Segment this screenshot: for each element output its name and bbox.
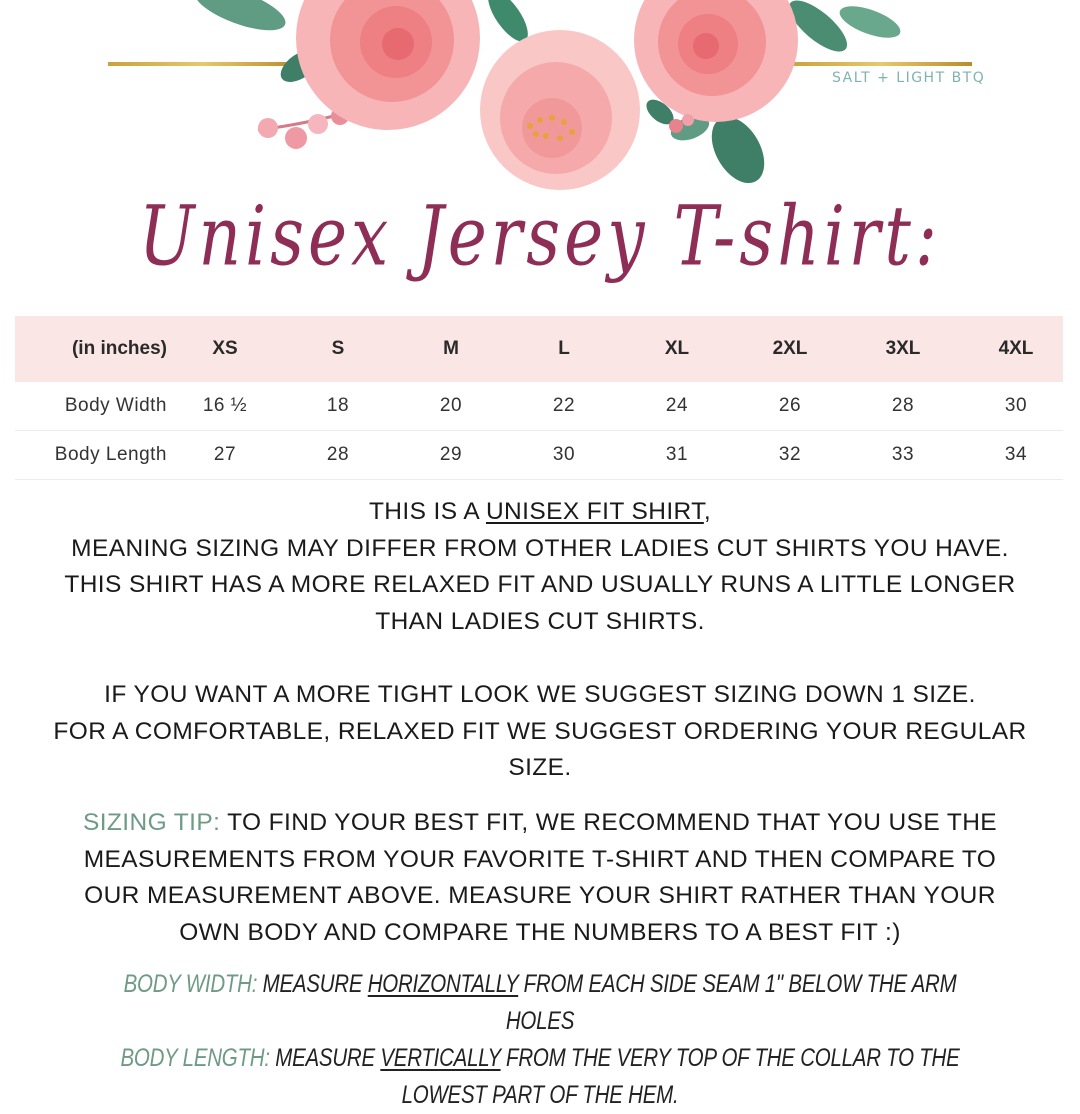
table-cell: 24 bbox=[665, 395, 689, 416]
table-cell: 30 bbox=[552, 444, 576, 465]
table-cell: 20 bbox=[439, 395, 463, 416]
size-header-xs: XS bbox=[212, 338, 238, 359]
sizing-tip bbox=[0, 805, 1080, 951]
suggestion-line-1: IF YOU WANT A MORE TIGHT LOOK WE SUGGEST SIZING DOWN 1 SIZE. bbox=[104, 681, 976, 708]
brand-wordmark: SALT + LIGHT BTQ bbox=[832, 70, 986, 86]
sizing-suggestion bbox=[0, 677, 1080, 787]
body-length-note bbox=[97, 1040, 983, 1114]
size-header-m: M bbox=[443, 338, 459, 359]
text: , bbox=[703, 498, 712, 525]
row-label-body-width: Body Width bbox=[64, 395, 167, 416]
text: FROM EACH SIDE SEAM 1" BELOW THE ARM HOLES bbox=[505, 970, 957, 1035]
table-cell: 32 bbox=[778, 444, 802, 465]
table-cell: 29 bbox=[439, 444, 463, 465]
suggestion-line-2: FOR A COMFORTABLE, RELAXED FIT WE SUGGEST ORDERING YOUR REGULAR bbox=[53, 717, 1027, 745]
text: FROM THE VERY TOP OF THE COLLAR TO THE LOWEST PART OF THE HEM. bbox=[401, 1044, 960, 1109]
horizontally-emphasis: HORIZONTALLY bbox=[367, 970, 519, 998]
unisex-fit-emphasis: UNISEX FIT SHIRT bbox=[485, 498, 704, 525]
table-cell: 30 bbox=[1004, 395, 1028, 416]
size-header-l: L bbox=[558, 338, 570, 359]
table-cell: 18 bbox=[326, 395, 350, 416]
size-header-2xl: 2XL bbox=[772, 338, 808, 359]
table-row bbox=[15, 382, 1063, 431]
table-cell: 34 bbox=[1004, 444, 1028, 465]
tip-line-2: MEASUREMENTS FROM YOUR FAVORITE T-SHIRT AND THEN COMPARE TO bbox=[83, 845, 997, 873]
tip-line-3: OUR MEASUREMENT ABOVE. MEASURE YOUR SHIRT RATHER THAN YOUR bbox=[84, 882, 996, 909]
text: THIS IS A bbox=[368, 498, 486, 525]
fit-line-2: MEANING SIZING MAY DIFFER FROM OTHER LADIES CUT SHIRTS YOU HAVE. bbox=[71, 534, 1009, 562]
tip-line-1 bbox=[0, 805, 1080, 842]
size-header-s: S bbox=[331, 338, 345, 359]
size-chart-table bbox=[15, 316, 1063, 480]
table-row bbox=[15, 431, 1063, 480]
text: MEASURE bbox=[257, 970, 368, 998]
fit-line-1 bbox=[0, 494, 1080, 531]
sizing-tip-label: SIZING TIP: bbox=[82, 809, 221, 836]
tip-line-4: OWN BODY AND COMPARE THE NUMBERS TO A BEST FIT :) bbox=[179, 918, 901, 946]
table-cell: 26 bbox=[778, 395, 802, 416]
table-cell: 33 bbox=[891, 444, 915, 465]
body-length-label: BODY LENGTH: bbox=[120, 1044, 270, 1072]
measurement-notes bbox=[97, 966, 983, 1114]
text: TO FIND YOUR BEST FIT, WE RECOMMEND THAT YOU USE THE bbox=[220, 809, 998, 836]
rose-bouquet-illustration bbox=[0, 0, 1080, 200]
page-title: Unisex Jersey T-shirt: bbox=[138, 188, 942, 285]
table-cell: 28 bbox=[891, 395, 915, 416]
suggestion-line-3: SIZE. bbox=[508, 754, 572, 781]
table-cell: 31 bbox=[665, 444, 689, 465]
floral-header bbox=[0, 0, 1080, 200]
size-header-4xl: 4XL bbox=[998, 338, 1034, 359]
fit-line-3: THIS SHIRT HAS A MORE RELAXED FIT AND USUALLY RUNS A LITTLE LONGER bbox=[64, 571, 1016, 598]
table-cell: 16 ½ bbox=[202, 395, 248, 416]
table-cell: 27 bbox=[213, 444, 237, 465]
fit-description bbox=[0, 494, 1080, 640]
table-cell: 28 bbox=[326, 444, 350, 465]
unit-label: (in inches) bbox=[71, 338, 167, 359]
size-header-3xl: 3XL bbox=[885, 338, 921, 359]
table-header-row bbox=[15, 316, 1063, 382]
text: MEASURE bbox=[269, 1044, 381, 1072]
body-width-note bbox=[97, 966, 983, 1040]
table-cell: 22 bbox=[552, 395, 576, 416]
row-label-body-length: Body Length bbox=[54, 444, 167, 465]
fit-line-4: THAN LADIES CUT SHIRTS. bbox=[375, 607, 705, 635]
vertically-emphasis: VERTICALLY bbox=[380, 1044, 501, 1072]
body-width-label: BODY WIDTH: bbox=[123, 970, 258, 998]
size-header-xl: XL bbox=[664, 338, 690, 359]
